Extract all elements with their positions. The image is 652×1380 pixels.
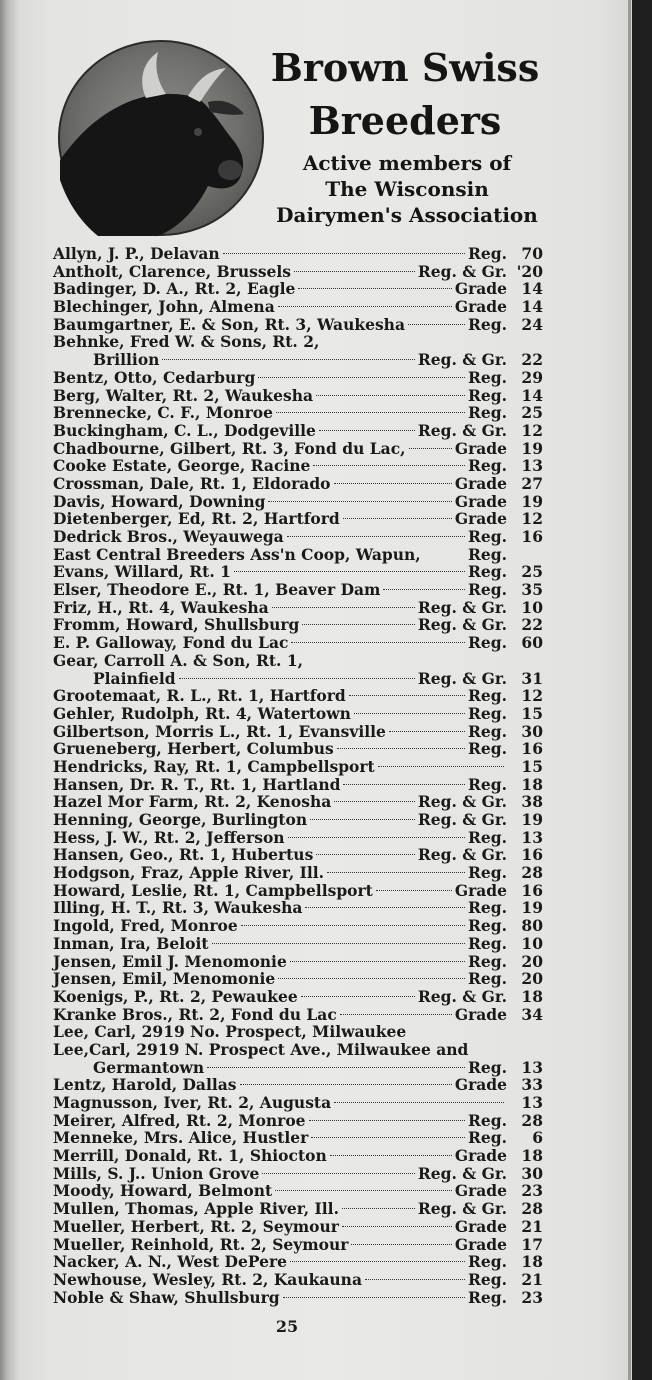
breeder-name: Gilbertson, Morris L., Rt. 1, Evansville xyxy=(53,721,386,741)
leader-dots xyxy=(234,571,465,572)
registration-type: Grade xyxy=(454,438,507,458)
list-item xyxy=(53,369,543,387)
herd-count: 70 xyxy=(521,244,543,263)
breeder-name: Inman, Ira, Beloit xyxy=(53,933,209,953)
registration-type: Reg. & Gr. xyxy=(417,261,507,281)
list-item xyxy=(53,1218,543,1236)
leader-dots xyxy=(302,624,415,625)
registration-type: Reg. xyxy=(468,916,507,936)
leader-dots xyxy=(313,465,465,466)
list-item xyxy=(53,263,543,281)
herd-count: 34 xyxy=(521,1004,543,1024)
leader-dots xyxy=(310,819,415,820)
herd-count: 38 xyxy=(521,792,543,812)
breeder-name: Gear, Carroll A. & Son, Rt. 1, xyxy=(53,650,304,670)
breeder-name: Bentz, Otto, Cedarburg xyxy=(53,367,256,387)
list-item xyxy=(53,1236,543,1254)
leader-dots xyxy=(311,1137,465,1138)
registration-type: Reg. xyxy=(468,385,507,405)
breeder-name: Cooke Estate, George, Racine xyxy=(53,456,311,476)
herd-count: 12 xyxy=(521,420,543,440)
list-item xyxy=(53,333,543,351)
breeder-name: E. P. Galloway, Fond du Lac xyxy=(53,633,289,653)
list-item xyxy=(53,705,543,723)
herd-count: 25 xyxy=(521,403,543,423)
breeder-name: Howard, Leslie, Rt. 1, Campbellsport xyxy=(53,880,373,900)
list-item xyxy=(53,1129,543,1147)
herd-count: 15 xyxy=(521,703,543,723)
page-number: 25 xyxy=(275,1317,299,1336)
herd-count: 18 xyxy=(521,1146,543,1166)
herd-count: 27 xyxy=(521,473,543,493)
list-item xyxy=(53,899,543,917)
leader-dots xyxy=(342,1208,415,1209)
breeder-name: Illing, H. T., Rt. 3, Waukesha xyxy=(53,898,303,918)
breeder-name: Merrill, Donald, Rt. 1, Shiocton xyxy=(53,1146,327,1166)
breeder-name: Plainfield xyxy=(93,668,176,688)
leader-dots xyxy=(272,607,415,608)
registration-type: Reg. xyxy=(468,739,507,759)
leader-dots xyxy=(349,695,465,696)
registration-type: Reg. xyxy=(468,721,507,741)
herd-count: 30 xyxy=(521,1163,543,1183)
binding-shadow xyxy=(628,0,631,1380)
breeder-name: Noble & Shaw, Shullsburg xyxy=(53,1287,280,1307)
breeder-name: Allyn, J. P., Delavan xyxy=(53,244,220,263)
breeder-name: Hendricks, Ray, Rt. 1, Campbellsport xyxy=(53,756,375,776)
registration-type: Grade xyxy=(454,509,507,529)
breeder-name: Elser, Theodore E., Rt. 1, Beaver Dam xyxy=(53,580,381,600)
leader-dots xyxy=(291,642,465,643)
leader-dots xyxy=(354,713,465,714)
breeder-name: Mueller, Reinhold, Rt. 2, Seymour xyxy=(53,1234,349,1254)
registration-type: Reg. xyxy=(468,544,507,564)
herd-count: 60 xyxy=(521,633,543,653)
leader-dots xyxy=(309,1120,465,1121)
list-item xyxy=(53,758,543,776)
list-item xyxy=(53,510,543,528)
registration-type: Reg. xyxy=(468,1110,507,1130)
leader-dots xyxy=(340,1014,452,1015)
leader-dots xyxy=(334,801,415,802)
breeder-name: Blechinger, John, Almena xyxy=(53,297,275,317)
list-item xyxy=(53,581,543,599)
breeder-name: East Central Breeders Ass'n Coop, Wapun, xyxy=(53,544,421,564)
herd-count: 23 xyxy=(521,1181,543,1201)
herd-count: 19 xyxy=(521,898,543,918)
list-item xyxy=(53,475,543,493)
list-item xyxy=(53,846,543,864)
herd-count: 23 xyxy=(521,1287,543,1307)
registration-type: Grade xyxy=(454,1181,507,1201)
herd-count: 22 xyxy=(521,350,543,370)
leader-dots xyxy=(275,1190,452,1191)
registration-type: Reg. xyxy=(468,580,507,600)
list-item xyxy=(53,1023,543,1041)
breeder-name: Brennecke, C. F., Monroe xyxy=(53,403,273,423)
list-item xyxy=(53,1253,543,1271)
registration-type: Reg. xyxy=(468,686,507,706)
herd-count: 18 xyxy=(521,986,543,1006)
herd-count: 25 xyxy=(521,562,543,582)
leader-dots xyxy=(207,1067,465,1068)
leader-dots xyxy=(223,253,465,254)
list-item xyxy=(53,1200,543,1218)
herd-count: 14 xyxy=(521,385,543,405)
leader-dots xyxy=(278,306,452,307)
breeder-name: Jensen, Emil J. Menomonie xyxy=(53,951,287,971)
registration-type: Reg. & Gr. xyxy=(417,597,507,617)
leader-dots xyxy=(342,1226,452,1227)
list-item xyxy=(53,298,543,316)
leader-dots xyxy=(240,1084,452,1085)
breeder-name: Davis, Howard, Downing xyxy=(53,491,266,511)
leader-dots xyxy=(378,766,504,767)
list-item xyxy=(53,687,543,705)
leader-dots xyxy=(316,395,465,396)
registration-type: Reg. xyxy=(468,774,507,794)
list-item xyxy=(53,245,543,263)
registration-type: Reg. xyxy=(468,1287,507,1307)
registration-type: Grade xyxy=(454,1004,507,1024)
leader-dots xyxy=(319,430,415,431)
herd-count: 24 xyxy=(521,314,543,334)
list-item xyxy=(53,387,543,405)
breeder-name: Fromm, Howard, Shullsburg xyxy=(53,615,300,635)
breeder-name: Grootemaat, R. L., Rt. 1, Hartford xyxy=(53,686,346,706)
list-item xyxy=(53,652,543,670)
leader-dots xyxy=(290,1261,465,1262)
leader-dots xyxy=(408,324,465,325)
herd-count: 33 xyxy=(521,1075,543,1095)
herd-count: 21 xyxy=(521,1269,543,1289)
leader-dots xyxy=(409,448,452,449)
registration-type: Reg. & Gr. xyxy=(417,1163,507,1183)
breeder-name: Lentz, Harold, Dallas xyxy=(53,1075,237,1095)
breeder-name: Mullen, Thomas, Apple River, Ill. xyxy=(53,1199,339,1219)
leader-dots xyxy=(327,872,465,873)
herd-count: 19 xyxy=(521,438,543,458)
breeder-name: Dedrick Bros., Weyauwega xyxy=(53,527,284,546)
breeder-name: Hess, J. W., Rt. 2, Jefferson xyxy=(53,827,285,847)
leader-dots xyxy=(278,978,465,979)
registration-type: Reg. xyxy=(468,827,507,847)
herd-count: 19 xyxy=(521,810,543,829)
leader-dots xyxy=(337,748,465,749)
list-item xyxy=(53,1182,543,1200)
list-item xyxy=(53,1147,543,1165)
leader-dots xyxy=(376,890,452,891)
list-item xyxy=(53,829,543,847)
leader-dots xyxy=(258,377,465,378)
breeder-name: Menneke, Mrs. Alice, Hustler xyxy=(53,1128,309,1148)
subtitle-line2: The Wisconsin xyxy=(325,177,489,201)
leader-dots xyxy=(162,359,414,360)
registration-type: Reg. xyxy=(468,863,507,883)
list-item xyxy=(53,1165,543,1183)
list-item xyxy=(53,1076,543,1094)
registration-type: Reg. xyxy=(468,951,507,971)
leader-dots xyxy=(389,731,465,732)
herd-count: 13 xyxy=(521,827,543,847)
list-item xyxy=(53,1041,543,1059)
list-item xyxy=(53,811,543,829)
breeder-name: Hodgson, Fraz, Apple River, Ill. xyxy=(53,863,325,883)
breeder-name: Meirer, Alfred, Rt. 2, Monroe xyxy=(53,1110,306,1130)
herd-count: 12 xyxy=(521,509,543,529)
leader-dots xyxy=(301,996,415,997)
leader-dots xyxy=(179,678,415,679)
subtitle-line3: Dairymen's Association xyxy=(276,203,538,227)
registration-type: Reg. xyxy=(468,403,507,423)
registration-type: Reg. & Gr. xyxy=(417,1199,507,1219)
breeder-name: Hazel Mor Farm, Rt. 2, Kenosha xyxy=(53,792,332,812)
cow-head-emblem xyxy=(58,40,264,236)
registration-type: Reg. & Gr. xyxy=(417,350,507,370)
list-item xyxy=(53,493,543,511)
herd-count: 18 xyxy=(521,1252,543,1272)
leader-dots xyxy=(343,784,465,785)
leader-dots xyxy=(288,837,465,838)
list-item xyxy=(53,351,543,369)
herd-count: 35 xyxy=(521,580,543,600)
breeder-name: Dietenberger, Ed, Rt. 2, Hartford xyxy=(53,509,340,529)
list-item xyxy=(53,864,543,882)
breeder-name: Gehler, Rudolph, Rt. 4, Watertown xyxy=(53,703,351,723)
herd-count: 29 xyxy=(521,367,543,387)
breeder-name: Germantown xyxy=(93,1057,205,1077)
registration-type: Reg. xyxy=(468,527,507,546)
breeder-name: Lee,Carl, 2919 N. Prospect Ave., Milwaukee and xyxy=(53,1039,469,1059)
herd-count: '20 xyxy=(516,261,543,281)
breeder-name: Antholt, Clarence, Brussels xyxy=(53,261,292,281)
registration-type: Grade xyxy=(454,1075,507,1095)
breeder-name: Hansen, Geo., Rt. 1, Hubertus xyxy=(53,845,314,865)
list-item xyxy=(53,440,543,458)
breeder-name: Jensen, Emil, Menomonie xyxy=(53,969,276,989)
registration-type: Reg. xyxy=(468,367,507,387)
leader-dots xyxy=(330,1155,452,1156)
list-item xyxy=(53,988,543,1006)
breeder-name: Buckingham, C. L., Dodgeville xyxy=(53,420,316,440)
list-item xyxy=(53,1006,543,1024)
herd-count: 16 xyxy=(521,845,543,865)
list-item xyxy=(53,546,543,564)
registration-type: Reg. xyxy=(468,1128,507,1148)
leader-dots xyxy=(305,907,465,908)
breeder-name: Moody, Howard, Belmont xyxy=(53,1181,273,1201)
binding-edge xyxy=(632,0,652,1380)
leader-dots xyxy=(262,1173,414,1174)
registration-type: Reg. & Gr. xyxy=(417,420,507,440)
registration-type: Reg. xyxy=(468,898,507,918)
breeder-name: Mueller, Herbert, Rt. 2, Seymour xyxy=(53,1216,339,1236)
page-gutter xyxy=(0,0,20,1380)
herd-count: 28 xyxy=(521,1199,543,1219)
registration-type: Reg. & Gr. xyxy=(417,845,507,865)
list-item xyxy=(53,528,543,546)
herd-count: 16 xyxy=(521,739,543,759)
herd-count: 30 xyxy=(521,721,543,741)
herd-count: 18 xyxy=(521,774,543,794)
leader-dots xyxy=(294,271,415,272)
herd-count: 28 xyxy=(521,1110,543,1130)
herd-count: 20 xyxy=(521,969,543,989)
registration-type: Reg. xyxy=(468,933,507,953)
leader-dots xyxy=(241,925,465,926)
herd-count: 15 xyxy=(521,756,543,776)
registration-type: Grade xyxy=(454,1146,507,1166)
registration-type: Grade xyxy=(454,491,507,511)
leader-dots xyxy=(316,854,415,855)
leader-dots xyxy=(334,483,452,484)
breeder-name: Kranke Bros., Rt. 2, Fond du Lac xyxy=(53,1004,337,1024)
registration-type: Reg. xyxy=(468,969,507,989)
leader-dots xyxy=(334,1102,504,1103)
list-item xyxy=(53,634,543,652)
breeder-name: Evans, Willard, Rt. 1 xyxy=(53,562,231,582)
registration-type: Reg. xyxy=(468,244,507,263)
registration-type: Reg. & Gr. xyxy=(417,810,507,829)
registration-type: Reg. & Gr. xyxy=(417,615,507,635)
list-item xyxy=(53,616,543,634)
herd-count: 14 xyxy=(521,279,543,299)
registration-type: Grade xyxy=(454,880,507,900)
leader-dots xyxy=(383,589,465,590)
leader-dots xyxy=(268,501,451,502)
registration-type: Grade xyxy=(454,1234,507,1254)
list-item xyxy=(53,1059,543,1077)
list-item xyxy=(53,599,543,617)
breeder-name: Magnusson, Iver, Rt. 2, Augusta xyxy=(53,1093,332,1112)
leader-dots xyxy=(290,961,465,962)
herd-count: 13 xyxy=(521,456,543,476)
herd-count: 14 xyxy=(521,297,543,317)
registration-type: Grade xyxy=(454,473,507,493)
list-item xyxy=(53,316,543,334)
subtitle-line1: Active members of xyxy=(302,151,512,175)
breeder-name: Brillion xyxy=(93,350,160,370)
breeder-name: Henning, George, Burlington xyxy=(53,810,308,829)
list-item xyxy=(53,953,543,971)
breeder-name: Badinger, D. A., Rt. 2, Eagle xyxy=(53,279,296,299)
leader-dots xyxy=(298,288,451,289)
herd-count: 13 xyxy=(521,1057,543,1077)
list-item xyxy=(53,882,543,900)
breeder-list xyxy=(53,245,543,1306)
list-item xyxy=(53,740,543,758)
page-title-line2: Breeders xyxy=(308,98,502,143)
herd-count: 13 xyxy=(521,1093,543,1112)
registration-type: Reg. xyxy=(468,1269,507,1289)
herd-count: 17 xyxy=(521,1234,543,1254)
leader-dots xyxy=(212,943,466,944)
herd-count: 12 xyxy=(521,686,543,706)
list-item xyxy=(53,1112,543,1130)
list-item xyxy=(53,422,543,440)
registration-type: Reg. xyxy=(468,314,507,334)
leader-dots xyxy=(287,536,465,537)
list-item xyxy=(53,917,543,935)
list-item xyxy=(53,970,543,988)
breeder-name: Grueneberg, Herbert, Columbus xyxy=(53,739,334,759)
breeder-name: Mills, S. J.. Union Grove xyxy=(53,1163,260,1183)
leader-dots xyxy=(365,1279,465,1280)
leader-dots xyxy=(283,1297,465,1298)
list-item xyxy=(53,723,543,741)
herd-count: 16 xyxy=(521,527,543,546)
page-title-line1: Brown Swiss xyxy=(270,45,540,90)
list-item xyxy=(53,1094,543,1112)
breeder-name: Baumgartner, E. & Son, Rt. 3, Waukesha xyxy=(53,314,405,334)
herd-count: 16 xyxy=(521,880,543,900)
herd-count: 28 xyxy=(521,863,543,883)
herd-count: 19 xyxy=(521,491,543,511)
leader-dots xyxy=(276,412,465,413)
registration-type: Reg. xyxy=(468,456,507,476)
list-item xyxy=(53,280,543,298)
registration-type: Reg. xyxy=(468,562,507,582)
registration-type: Reg. xyxy=(468,703,507,723)
breeder-name: Newhouse, Wesley, Rt. 2, Kaukauna xyxy=(53,1269,362,1289)
list-item xyxy=(53,776,543,794)
registration-type: Reg. xyxy=(468,633,507,653)
breeder-name: Friz, H., Rt. 4, Waukesha xyxy=(53,597,269,617)
herd-count: 10 xyxy=(521,933,543,953)
leader-dots xyxy=(343,518,452,519)
breeder-name: Hansen, Dr. R. T., Rt. 1, Hartland xyxy=(53,774,341,794)
list-item xyxy=(53,1271,543,1289)
breeder-name: Nacker, A. N., West DePere xyxy=(53,1252,287,1272)
list-item xyxy=(53,563,543,581)
herd-count: 80 xyxy=(521,916,543,936)
breeder-name: Lee, Carl, 2919 No. Prospect, Milwaukee xyxy=(53,1022,407,1042)
breeder-name: Berg, Walter, Rt. 2, Waukesha xyxy=(53,385,314,405)
registration-type: Reg. xyxy=(468,1057,507,1077)
list-item xyxy=(53,457,543,475)
registration-type: Reg. & Gr. xyxy=(417,668,507,688)
list-item xyxy=(53,670,543,688)
breeder-name: Behnke, Fred W. & Sons, Rt. 2, xyxy=(53,332,320,352)
list-item xyxy=(53,935,543,953)
registration-type: Reg. & Gr. xyxy=(417,986,507,1006)
list-item xyxy=(53,1289,543,1307)
list-item xyxy=(53,404,543,422)
herd-count: 10 xyxy=(521,597,543,617)
breeder-name: Ingold, Fred, Monroe xyxy=(53,916,238,936)
registration-type: Reg. & Gr. xyxy=(417,792,507,812)
herd-count: 21 xyxy=(521,1216,543,1236)
leader-dots xyxy=(351,1244,451,1245)
registration-type: Grade xyxy=(454,1216,507,1236)
herd-count: 22 xyxy=(521,615,543,635)
breeder-name: Crossman, Dale, Rt. 1, Eldorado xyxy=(53,473,331,493)
registration-type: Reg. xyxy=(468,1252,507,1272)
herd-count: 31 xyxy=(521,668,543,688)
herd-count: 6 xyxy=(532,1128,543,1148)
list-item xyxy=(53,793,543,811)
herd-count: 20 xyxy=(521,951,543,971)
registration-type: Grade xyxy=(454,279,507,299)
breeder-name: Koenigs, P., Rt. 2, Pewaukee xyxy=(53,986,298,1006)
registration-type: Grade xyxy=(454,297,507,317)
breeder-name: Chadbourne, Gilbert, Rt. 3, Fond du Lac, xyxy=(53,438,406,458)
